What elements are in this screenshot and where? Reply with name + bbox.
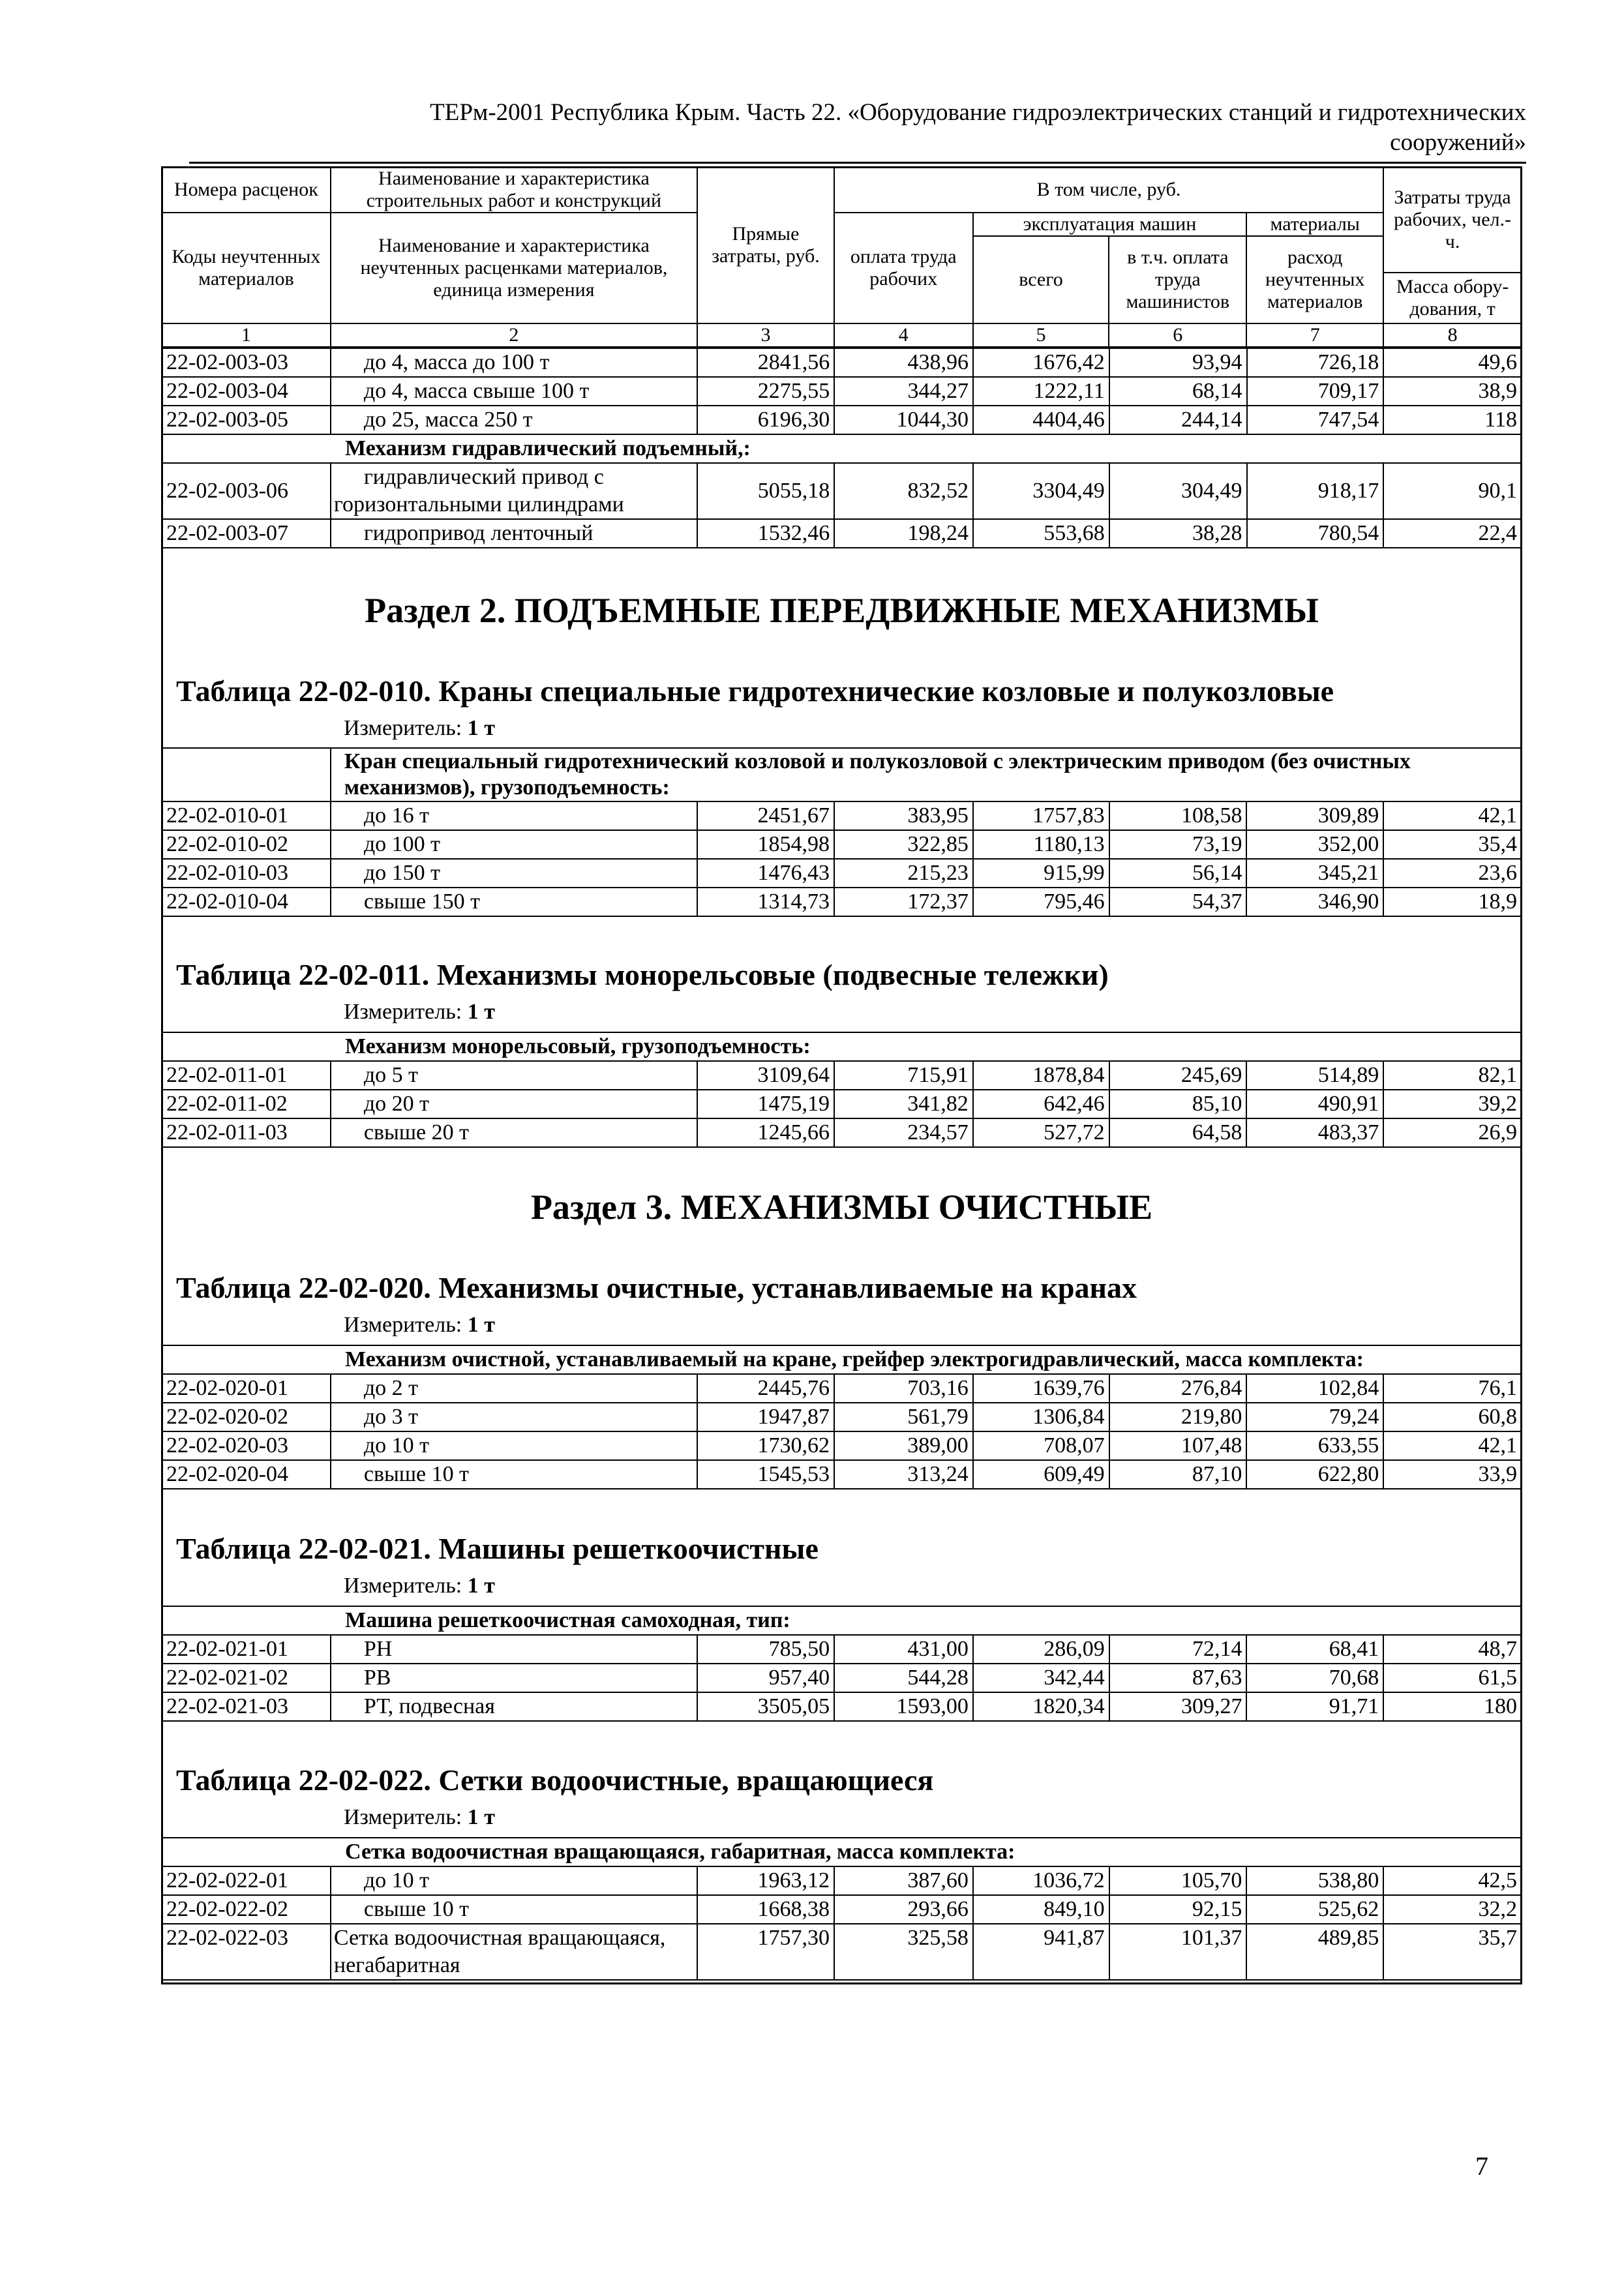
worker-pay: 313,24 — [834, 1460, 973, 1489]
rate-code: 22-02-010-03 — [162, 859, 331, 888]
direct-costs: 1476,43 — [697, 859, 834, 888]
rate-name: до 20 т — [331, 1090, 697, 1118]
group-row — [162, 1345, 1522, 1374]
direct-costs: 1532,46 — [697, 519, 834, 548]
table-row — [162, 1664, 1522, 1692]
materials: 633,55 — [1246, 1431, 1383, 1460]
machines-total: 609,49 — [973, 1460, 1109, 1489]
materials: 747,54 — [1247, 406, 1384, 434]
worker-pay: 198,24 — [834, 519, 973, 548]
worker-pay: 172,37 — [834, 888, 973, 916]
materials: 918,17 — [1247, 463, 1384, 519]
operator-pay: 54,37 — [1109, 888, 1247, 916]
worker-pay: 832,52 — [834, 463, 973, 519]
materials: 490,91 — [1246, 1090, 1383, 1118]
rate-code: 22-02-021-01 — [162, 1635, 331, 1664]
header-line-2: сооружений» — [1390, 129, 1526, 156]
rate-code: 22-02-021-03 — [162, 1692, 331, 1721]
machines-total: 1180,13 — [973, 830, 1109, 859]
labor-costs: 42,1 — [1383, 1431, 1522, 1460]
worker-pay: 215,23 — [834, 859, 973, 888]
table-title: Таблица 22-02-022. Сетки водоочистные, вращающиеся — [176, 1763, 934, 1797]
direct-costs: 2445,76 — [697, 1374, 834, 1403]
header-unaccounted-materials: расход неучтенных материалов — [1246, 236, 1383, 323]
materials: 102,84 — [1246, 1374, 1383, 1403]
table-row — [162, 1866, 1522, 1895]
machines-total: 1036,72 — [973, 1866, 1109, 1895]
header-labor-costs: Затраты труда рабочих, чел.-ч. — [1383, 167, 1522, 273]
rate-code: 22-02-020-01 — [162, 1374, 331, 1403]
materials: 352,00 — [1246, 830, 1383, 859]
group-row — [162, 748, 1522, 801]
machines-total: 1639,76 — [973, 1374, 1109, 1403]
direct-costs: 3109,64 — [697, 1061, 834, 1090]
machines-total: 795,46 — [973, 888, 1109, 916]
header-materials: материалы — [1246, 213, 1383, 236]
group-label: Механизм гидравлический подъемный,: — [162, 434, 1522, 463]
table-22-02-021 — [161, 1606, 1522, 1722]
materials: 780,54 — [1247, 519, 1384, 548]
measure-value: 1 т — [467, 1313, 495, 1337]
header-material-names: Наименование и характеристика неучтенных расценками материалов, единица измерения — [331, 213, 697, 323]
group-label: Сетка водоочистная вращающаяся, габаритная, масса комплекта: — [162, 1838, 1522, 1866]
col-number: 3 — [697, 323, 834, 347]
rate-code: 22-02-022-01 — [162, 1866, 331, 1895]
worker-pay: 1593,00 — [834, 1692, 973, 1721]
measure-value: 1 т — [467, 1574, 495, 1598]
rate-name: до 3 т — [331, 1403, 697, 1431]
direct-costs: 1475,19 — [697, 1090, 834, 1118]
labor-costs: 42,5 — [1383, 1866, 1522, 1895]
section-title: Раздел 3. МЕХАНИЗМЫ ОЧИСТНЫЕ — [530, 1188, 1153, 1227]
rate-code: 22-02-003-06 — [162, 463, 331, 519]
measure-value: 1 т — [467, 1805, 495, 1829]
rate-name: до 10 т — [331, 1431, 697, 1460]
table-22-02-010 — [161, 747, 1522, 917]
rate-code: 22-02-003-05 — [162, 406, 331, 434]
worker-pay: 325,58 — [834, 1924, 973, 1980]
operator-pay: 244,14 — [1109, 406, 1247, 434]
rate-code: 22-02-003-07 — [162, 519, 331, 548]
measure-label: Измеритель: — [344, 1000, 462, 1024]
operator-pay: 105,70 — [1109, 1866, 1247, 1895]
machines-total: 1222,11 — [973, 377, 1109, 406]
machines-total: 342,44 — [973, 1664, 1109, 1692]
section-title: Раздел 2. ПОДЪЕМНЫЕ ПЕРЕДВИЖНЫЕ МЕХАНИЗМЫ — [365, 591, 1319, 630]
measure-unit — [344, 716, 495, 741]
materials: 525,62 — [1246, 1895, 1383, 1924]
table-22-02-011 — [161, 1032, 1522, 1148]
machines-total: 3304,49 — [973, 463, 1109, 519]
rate-name: до 2 т — [331, 1374, 697, 1403]
table-title: Таблица 22-02-010. Краны специальные гидротехнические козловые и полукозловые — [176, 674, 1334, 708]
header-line-1: ТЕРм-2001 Республика Крым. Часть 22. «Оборудование гидроэлектрических станций и гидротехнических — [430, 99, 1526, 126]
header-rate-numbers: Номера расценок — [162, 167, 331, 213]
group-row — [162, 1838, 1522, 1866]
machines-total: 941,87 — [973, 1924, 1109, 1980]
col-number: 1 — [162, 323, 331, 347]
table-row — [162, 1924, 1522, 1980]
rate-code: 22-02-003-04 — [162, 377, 331, 406]
materials: 68,41 — [1246, 1635, 1383, 1664]
labor-costs: 60,8 — [1383, 1403, 1522, 1431]
measure-value: 1 т — [467, 1000, 495, 1024]
operator-pay: 309,27 — [1109, 1692, 1247, 1721]
table-row — [162, 1403, 1522, 1431]
direct-costs: 1668,38 — [697, 1895, 834, 1924]
operator-pay: 107,48 — [1109, 1431, 1247, 1460]
group-row — [162, 1606, 1522, 1635]
block0-table — [161, 348, 1522, 548]
empty-cell — [162, 748, 331, 801]
table-row — [162, 463, 1522, 519]
measure-label: Измеритель: — [344, 1313, 462, 1337]
table-22-02-022 — [161, 1837, 1522, 1981]
table-row — [162, 1061, 1522, 1090]
col-number: 6 — [1109, 323, 1246, 347]
rate-name: гидропривод ленточный — [331, 519, 698, 548]
rate-name: свыше 10 т — [331, 1460, 697, 1489]
measure-label: Измеритель: — [344, 716, 462, 740]
worker-pay: 341,82 — [834, 1090, 973, 1118]
group-label: Машина решеткоочистная самоходная, тип: — [162, 1606, 1522, 1635]
direct-costs: 1854,98 — [697, 830, 834, 859]
rate-code: 22-02-003-03 — [162, 348, 331, 377]
group-label: Механизм очистной, устанавливаемый на кране, грейфер электрогидравлический, масса комплекта: — [162, 1345, 1522, 1374]
rate-name: РН — [331, 1635, 697, 1664]
materials: 622,80 — [1246, 1460, 1383, 1489]
rate-code: 22-02-011-02 — [162, 1090, 331, 1118]
materials: 309,89 — [1246, 801, 1383, 830]
rate-code: 22-02-022-02 — [162, 1895, 331, 1924]
machines-total: 553,68 — [973, 519, 1109, 548]
table-title: Таблица 22-02-011. Механизмы монорельсовые (подвесные тележки) — [176, 958, 1109, 991]
rate-name: до 16 т — [331, 801, 697, 830]
labor-costs: 118 — [1383, 406, 1522, 434]
labor-costs: 90,1 — [1383, 463, 1522, 519]
measure-unit — [344, 1805, 495, 1830]
group-label: Механизм монорельсовый, грузоподъемность: — [162, 1032, 1522, 1061]
rate-code: 22-02-021-02 — [162, 1664, 331, 1692]
rate-code: 22-02-011-01 — [162, 1061, 331, 1090]
worker-pay: 293,66 — [834, 1895, 973, 1924]
rate-name: РТ, подвесная — [331, 1692, 697, 1721]
labor-costs: 48,7 — [1383, 1635, 1522, 1664]
labor-costs: 82,1 — [1383, 1061, 1522, 1090]
labor-costs: 26,9 — [1383, 1118, 1522, 1147]
labor-costs: 180 — [1383, 1692, 1522, 1721]
col-number: 4 — [834, 323, 973, 347]
rate-code: 22-02-022-03 — [162, 1924, 331, 1980]
rate-name: свыше 150 т — [331, 888, 697, 916]
materials: 346,90 — [1246, 888, 1383, 916]
machines-total: 1757,83 — [973, 801, 1109, 830]
operator-pay: 219,80 — [1109, 1403, 1247, 1431]
table-title: Таблица 22-02-020. Механизмы очистные, устанавливаемые на кранах — [176, 1271, 1137, 1304]
rate-name: гидравлический привод с горизонтальными цилиндрами — [331, 463, 698, 519]
table-row — [162, 830, 1522, 859]
worker-pay: 344,27 — [834, 377, 973, 406]
table-row — [162, 1431, 1522, 1460]
machines-total: 527,72 — [973, 1118, 1109, 1147]
table-22-02-020 — [161, 1345, 1522, 1489]
operator-pay: 92,15 — [1109, 1895, 1247, 1924]
rate-name: до 10 т — [331, 1866, 697, 1895]
direct-costs: 6196,30 — [697, 406, 834, 434]
machines-total: 915,99 — [973, 859, 1109, 888]
group-row — [162, 1032, 1522, 1061]
operator-pay: 64,58 — [1109, 1118, 1247, 1147]
machines-total: 1820,34 — [973, 1692, 1109, 1721]
worker-pay: 715,91 — [834, 1061, 973, 1090]
direct-costs: 2275,55 — [697, 377, 834, 406]
table-row — [162, 1895, 1522, 1924]
table-row — [162, 1118, 1522, 1147]
measure-value: 1 т — [467, 716, 495, 740]
labor-costs: 61,5 — [1383, 1664, 1522, 1692]
machines-total: 4404,46 — [973, 406, 1109, 434]
measure-label: Измеритель: — [344, 1805, 462, 1829]
operator-pay: 85,10 — [1109, 1090, 1247, 1118]
col-number: 5 — [973, 323, 1109, 347]
rate-code: 22-02-010-04 — [162, 888, 331, 916]
rate-name: до 100 т — [331, 830, 697, 859]
worker-pay: 544,28 — [834, 1664, 973, 1692]
table-row — [162, 801, 1522, 830]
operator-pay: 56,14 — [1109, 859, 1247, 888]
header-rule — [189, 162, 1526, 164]
header-direct-costs: Прямые затраты, руб. — [697, 167, 834, 323]
rate-name: до 4, масса до 100 т — [331, 348, 698, 377]
table-row — [162, 406, 1522, 434]
rate-code: 22-02-020-04 — [162, 1460, 331, 1489]
operator-pay: 276,84 — [1109, 1374, 1247, 1403]
header-machine-operation: эксплуатация машин — [973, 213, 1247, 236]
materials: 514,89 — [1246, 1061, 1383, 1090]
operator-pay: 38,28 — [1109, 519, 1247, 548]
machines-total: 642,46 — [973, 1090, 1109, 1118]
measure-unit — [344, 1000, 495, 1025]
direct-costs: 785,50 — [697, 1635, 834, 1664]
header-work-name: Наименование и характеристика строительных работ и конструкций — [331, 167, 697, 213]
direct-costs: 1730,62 — [697, 1431, 834, 1460]
labor-costs: 39,2 — [1383, 1090, 1522, 1118]
direct-costs: 5055,18 — [697, 463, 834, 519]
header-equipment-mass: Масса обору-дования, т — [1383, 273, 1522, 323]
rate-code: 22-02-010-02 — [162, 830, 331, 859]
worker-pay: 389,00 — [834, 1431, 973, 1460]
col-number: 2 — [331, 323, 697, 347]
machines-total: 708,07 — [973, 1431, 1109, 1460]
materials: 709,17 — [1247, 377, 1384, 406]
measure-unit — [344, 1313, 495, 1338]
table-row — [162, 1692, 1522, 1721]
rate-name: до 4, масса свыше 100 т — [331, 377, 698, 406]
rate-name: свыше 10 т — [331, 1895, 697, 1924]
machines-total: 849,10 — [973, 1895, 1109, 1924]
machines-total: 286,09 — [973, 1635, 1109, 1664]
rate-name: до 25, масса 250 т — [331, 406, 698, 434]
col-number: 8 — [1383, 323, 1522, 347]
materials: 483,37 — [1246, 1118, 1383, 1147]
operator-pay: 304,49 — [1109, 463, 1247, 519]
table-row — [162, 348, 1522, 377]
table-row — [162, 1460, 1522, 1489]
labor-costs: 22,4 — [1383, 519, 1522, 548]
labor-costs: 35,4 — [1383, 830, 1522, 859]
direct-costs: 3505,05 — [697, 1692, 834, 1721]
column-header-table — [161, 166, 1522, 348]
materials: 538,80 — [1246, 1866, 1383, 1895]
materials: 726,18 — [1247, 348, 1384, 377]
table-title: Таблица 22-02-021. Машины решеткоочистные — [176, 1532, 819, 1565]
worker-pay: 383,95 — [834, 801, 973, 830]
operator-pay: 87,63 — [1109, 1664, 1247, 1692]
table-row — [162, 519, 1522, 548]
operator-pay: 68,14 — [1109, 377, 1247, 406]
labor-costs: 35,7 — [1383, 1924, 1522, 1980]
direct-costs: 2841,56 — [697, 348, 834, 377]
operator-pay: 101,37 — [1109, 1924, 1247, 1980]
table-row — [162, 1090, 1522, 1118]
materials: 91,71 — [1246, 1692, 1383, 1721]
direct-costs: 957,40 — [697, 1664, 834, 1692]
table-row — [162, 888, 1522, 916]
direct-costs: 1245,66 — [697, 1118, 834, 1147]
header-material-codes: Коды неучтенных материалов — [162, 213, 331, 323]
labor-costs: 23,6 — [1383, 859, 1522, 888]
materials: 70,68 — [1246, 1664, 1383, 1692]
col-number: 7 — [1246, 323, 1383, 347]
materials: 489,85 — [1246, 1924, 1383, 1980]
operator-pay: 72,14 — [1109, 1635, 1247, 1664]
rate-name: до 150 т — [331, 859, 697, 888]
rate-code: 22-02-020-02 — [162, 1403, 331, 1431]
group-label: Кран специальный гидротехнический козловой и полукозловой с электрическим приводом (без очистных механизмов), грузоподъемность: — [331, 748, 1522, 801]
worker-pay: 234,57 — [834, 1118, 973, 1147]
rate-name: до 5 т — [331, 1061, 697, 1090]
labor-costs: 49,6 — [1383, 348, 1522, 377]
materials: 79,24 — [1246, 1403, 1383, 1431]
rate-code: 22-02-011-03 — [162, 1118, 331, 1147]
labor-costs: 32,2 — [1383, 1895, 1522, 1924]
direct-costs: 1963,12 — [697, 1866, 834, 1895]
worker-pay: 322,85 — [834, 830, 973, 859]
header-machines-total: всего — [973, 236, 1109, 323]
worker-pay: 561,79 — [834, 1403, 973, 1431]
worker-pay: 1044,30 — [834, 406, 973, 434]
page-number: 7 — [1475, 2151, 1488, 2181]
group-row — [162, 434, 1522, 463]
header-worker-pay: оплата труда рабочих — [834, 213, 973, 323]
table-row — [162, 1374, 1522, 1403]
machines-total: 1676,42 — [973, 348, 1109, 377]
machines-total: 1878,84 — [973, 1061, 1109, 1090]
direct-costs: 1757,30 — [697, 1924, 834, 1980]
labor-costs: 33,9 — [1383, 1460, 1522, 1489]
rate-code: 22-02-010-01 — [162, 801, 331, 830]
operator-pay: 87,10 — [1109, 1460, 1247, 1489]
header-operator-pay: в т.ч. оплата труда машинистов — [1109, 236, 1246, 323]
direct-costs: 1947,87 — [697, 1403, 834, 1431]
table-row — [162, 1635, 1522, 1664]
direct-costs: 1314,73 — [697, 888, 834, 916]
rate-code: 22-02-020-03 — [162, 1431, 331, 1460]
operator-pay: 73,19 — [1109, 830, 1247, 859]
rate-name: РВ — [331, 1664, 697, 1692]
direct-costs: 2451,67 — [697, 801, 834, 830]
table-row — [162, 859, 1522, 888]
worker-pay: 703,16 — [834, 1374, 973, 1403]
worker-pay: 387,60 — [834, 1866, 973, 1895]
labor-costs: 42,1 — [1383, 801, 1522, 830]
rate-name: Сетка водоочистная вращающаяся, негабаритная — [331, 1924, 697, 1980]
rate-name: свыше 20 т — [331, 1118, 697, 1147]
table-row — [162, 377, 1522, 406]
labor-costs: 18,9 — [1383, 888, 1522, 916]
direct-costs: 1545,53 — [697, 1460, 834, 1489]
operator-pay: 93,94 — [1109, 348, 1247, 377]
materials: 345,21 — [1246, 859, 1383, 888]
measure-label: Измеритель: — [344, 1574, 462, 1598]
labor-costs: 38,9 — [1383, 377, 1522, 406]
labor-costs: 76,1 — [1383, 1374, 1522, 1403]
worker-pay: 431,00 — [834, 1635, 973, 1664]
running-header — [196, 98, 1526, 158]
operator-pay: 108,58 — [1109, 801, 1247, 830]
header-including: В том числе, руб. — [834, 167, 1383, 213]
worker-pay: 438,96 — [834, 348, 973, 377]
operator-pay: 245,69 — [1109, 1061, 1247, 1090]
measure-unit — [344, 1574, 495, 1598]
machines-total: 1306,84 — [973, 1403, 1109, 1431]
